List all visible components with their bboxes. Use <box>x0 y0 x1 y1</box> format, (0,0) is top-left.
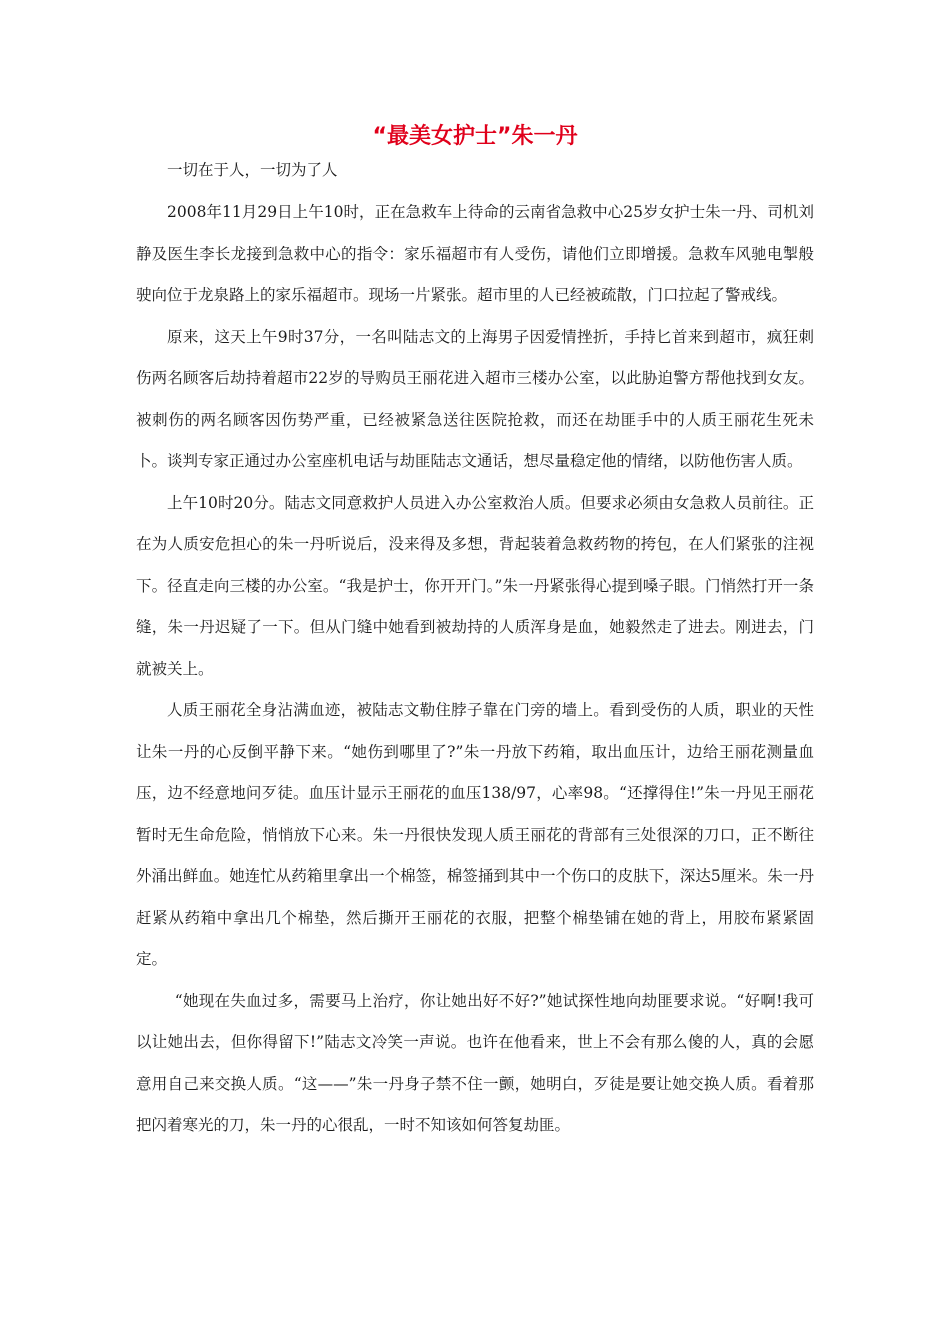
document-subtitle: 一切在于人，一切为了人 <box>167 161 338 179</box>
paragraph-4: 人质王丽花全身沾满血迹，被陆志文勒住脖子靠在门旁的墙上。看到受伤的人质，职业的天性让朱一丹的心反倒平静下来。“她伤到哪里了?”朱一丹放下药箱，取出血压计，边给王丽花测量血压，边不经意地问歹徒。血压计显示王丽花的血压138/97，心率98。“还撑得住!”朱一丹见王丽花暂时无生命危险，悄悄放下心来。朱一丹很快发现人质王丽花的背部有三处很深的刀口，正不断往外涌出鲜血。她连忙从药箱里拿出一个棉签，棉签捅到其中一个伤口的皮肤下，深达5厘米。朱一丹赶紧从药箱中拿出几个棉垫，然后撕开王丽花的衣服，把整个棉垫铺在她的背上，用胶布紧紧固定。 <box>136 701 814 968</box>
paragraph-2: 原来，这天上午9时37分，一名叫陆志文的上海男子因爱情挫折，手持匕首来到超市，疯狂刺伤两名顾客后劫持着超市22岁的导购员王丽花进入超市三楼办公室，以此胁迫警方帮他找到女友。被刺伤的两名顾客因伤势严重，已经被紧急送往医院抢救，而还在劫匪手中的人质王丽花生死未卜。谈判专家正通过办公室座机电话与劫匪陆志文通话，想尽量稳定他的情绪，以防他伤害人质。 <box>136 327 814 470</box>
paragraph-5: “她现在失血过多，需要马上治疗，你让她出好不好?”她试探性地向劫匪要求说。“好啊!我可以让她出去，但你得留下!”陆志文冷笑一声说。也许在他看来，世上不会有那么傻的人，真的会愿意用自己来交换人质。“这——”朱一丹身子禁不住一颤，她明白，歹徒是要让她交换人质。看着那把闪着寒光的刀，朱一丹的心很乱，一时不知该如何答复劫匪。 <box>136 991 814 1134</box>
document-body <box>136 152 814 1147</box>
paragraph-1: 2008年11月29日上午10时，正在急救车上待命的云南省急救中心25岁女护士朱一丹、司机刘静及医生李长龙接到急救中心的指令：家乐福超市有人受伤，请他们立即增援。急救车风驰电掣般驶向位于龙泉路上的家乐福超市。现场一片紧张。超市里的人已经被疏散，门口拉起了警戒线。 <box>136 203 814 304</box>
document-title: “最美女护士”朱一丹 <box>372 124 578 149</box>
paragraph-3: 上午10时20分。陆志文同意救护人员进入办公室救治人质。但要求必须由女急救人员前往。正在为人质安危担心的朱一丹听说后，没来得及多想，背起装着急救药物的挎包，在人们紧张的注视下。径直走向三楼的办公室。“我是护士，你开开门。”朱一丹紧张得心提到嗓子眼。门悄然打开一条缝，朱一丹迟疑了一下。但从门缝中她看到被劫持的人质浑身是血，她毅然走了进去。刚进去，门就被关上。 <box>136 493 814 678</box>
